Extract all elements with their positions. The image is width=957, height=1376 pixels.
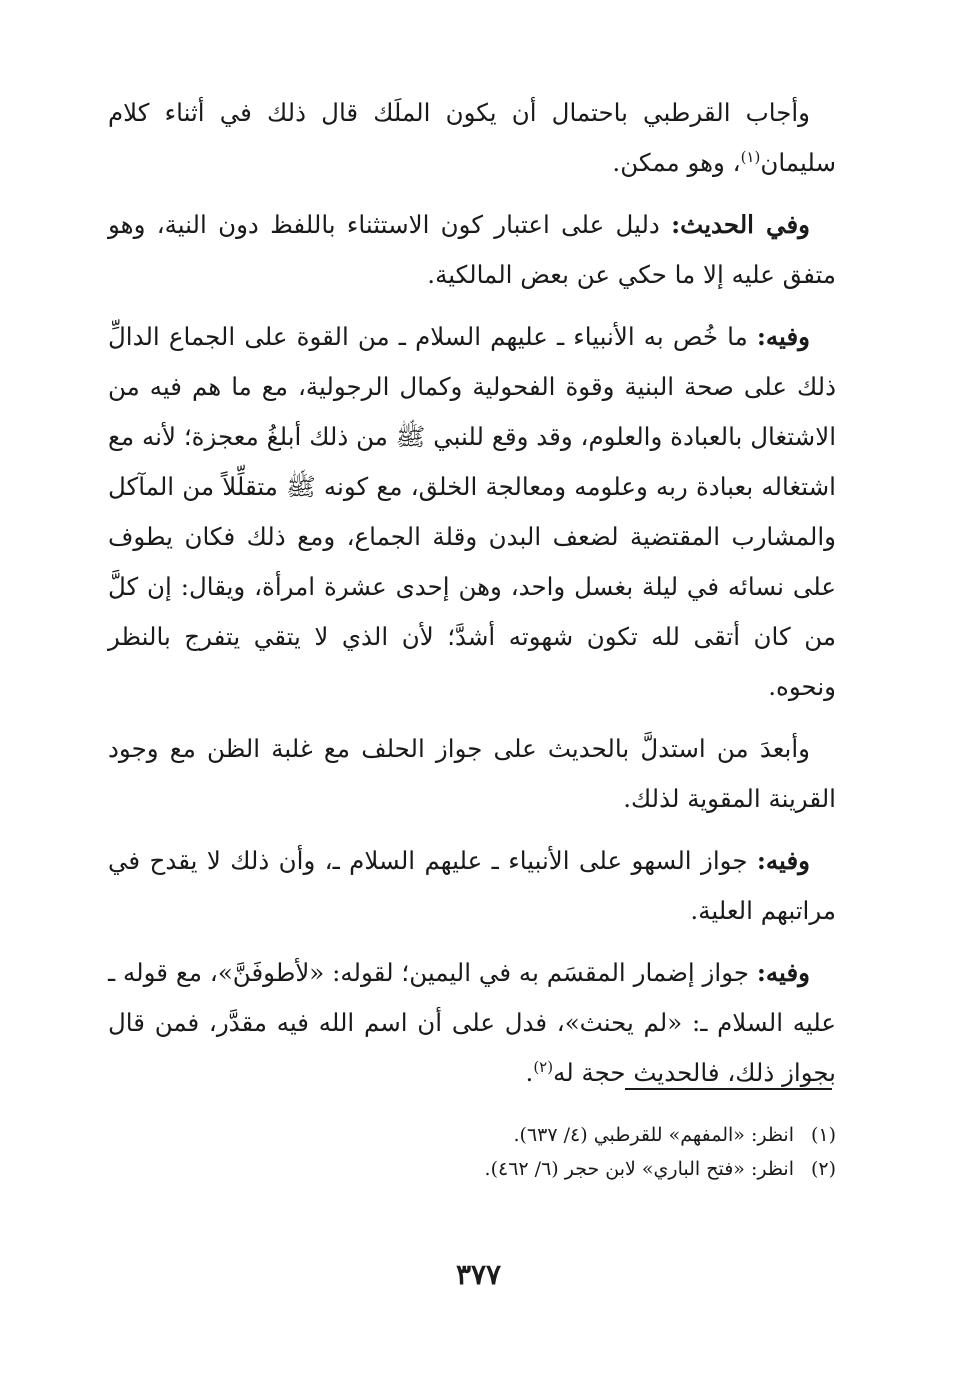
footnote-text: انظر: «المفهم» للقرطبي (٤/ ٦٣٧).	[513, 1124, 794, 1146]
paragraph-tail: ، وهو ممكن.	[612, 148, 741, 177]
footnote-number: (٢)	[810, 1158, 836, 1180]
footnote-text: انظر: «فتح الباري» لابن حجر (٦/ ٤٦٢).	[484, 1158, 794, 1180]
paragraph	[108, 88, 836, 188]
main-text	[108, 88, 836, 1110]
paragraph-tail: .	[525, 1058, 534, 1087]
footnote-ref[interactable]: (٢)	[533, 1057, 554, 1076]
page-number: ٣٧٧	[455, 1258, 502, 1291]
paragraph	[108, 724, 836, 824]
paragraph-text: جواز إضمار المقسَم به في اليمين؛ لقوله: «لأطوفَنَّ»، مع قوله ـ عليه السلام ـ: «لم يحنث»، فدل على أن اسم الله فيه مقدَّر، فمن قال بجواز ذلك، فالحديث حجة له	[108, 958, 836, 1087]
paragraph	[108, 312, 836, 712]
paragraph-text: جواز السهو على الأنبياء ـ عليهم السلام ـ، وأن ذلك لا يقدح في مراتبهم العلية.	[108, 846, 836, 925]
footnote-ref[interactable]: (١)	[740, 147, 761, 166]
paragraph-text: وأجاب القرطبي باحتمال أن يكون الملَك قال ذلك في أثناء كلام سليمان	[108, 98, 836, 177]
paragraph-lead: وفيه:	[756, 322, 810, 351]
footnotes	[108, 1118, 836, 1186]
paragraph-lead: وفي الحديث:	[671, 210, 810, 239]
paragraph-text: ما خُص به الأنبياء ـ عليهم السلام ـ من القوة على الجماع الدالِّ ذلك على صحة البنية وقوة الفحولية وكمال الرجولية، مع ما هم فيه من الاشتغال بالعبادة والعلوم، وقد وقع للنبي ﷺ من ذلك أبلغُ معجزة؛ لأنه مع اشتغاله بعبادة ربه وعلومه ومعالجة الخلق، مع كونه ﷺ متقلِّلاً من المآكل والمشارب المقتضية لضعف البدن وقلة الجماع، ومع ذلك فكان يطوف على نسائه في ليلة بغسل واحد، وهن إحدى عشرة امرأة، ويقال: إن كلَّ من كان أتقى لله تكون شهوته أشدَّ؛ لأن الذي لا يتقي يتفرج بالنظر ونحوه.	[108, 322, 836, 701]
paragraph	[108, 836, 836, 936]
footnote	[108, 1118, 836, 1152]
paragraph	[108, 200, 836, 300]
paragraph-text: وأبعدَ من استدلَّ بالحديث على جواز الحلف مع غلبة الظن مع وجود القرينة المقوية لذلك.	[108, 734, 836, 813]
footnote-number: (١)	[810, 1124, 836, 1146]
footnote	[108, 1152, 836, 1186]
paragraph-lead: وفيه:	[756, 846, 810, 875]
paragraph-text: دليل على اعتبار كون الاستثناء باللفظ دون النية، وهو متفق عليه إلا ما حكي عن بعض المالكية.	[108, 210, 836, 289]
paragraph-lead: وفيه:	[756, 958, 810, 987]
paragraph	[108, 948, 836, 1098]
footnote-separator	[625, 1088, 832, 1090]
